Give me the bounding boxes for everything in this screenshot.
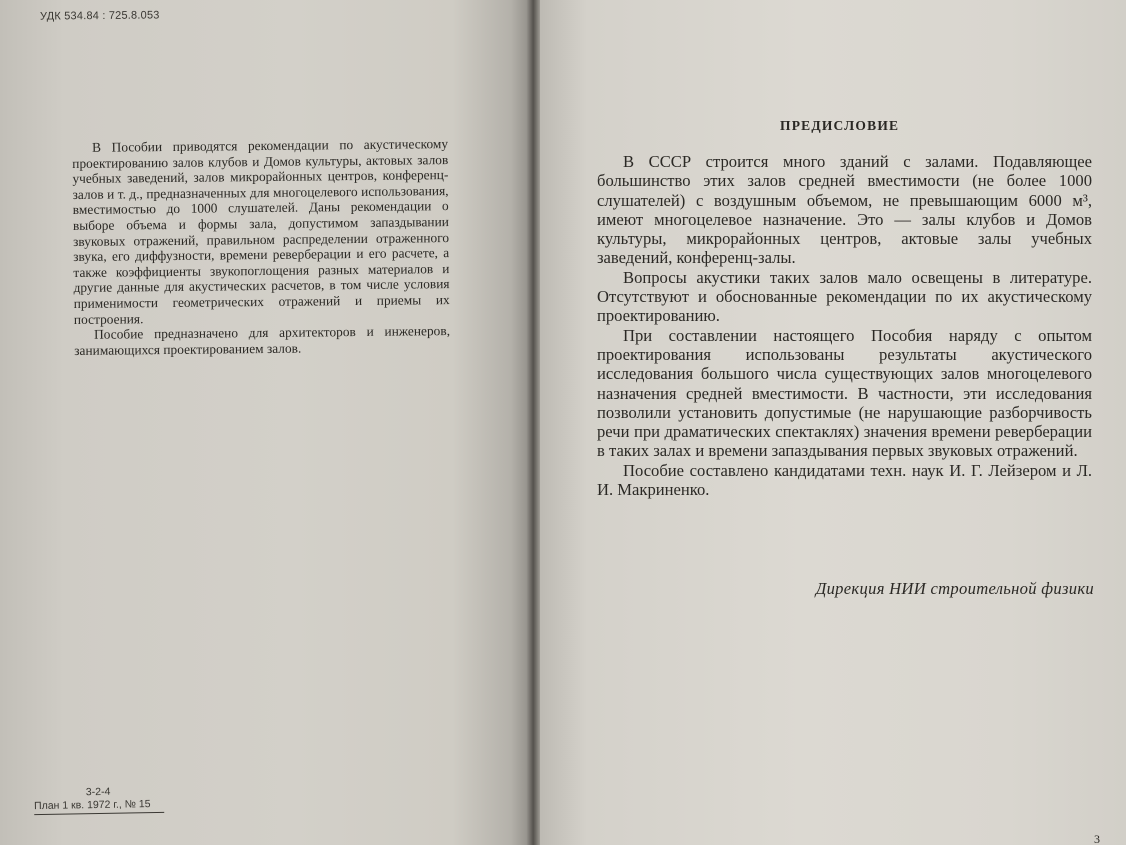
- preface-heading: ПРЕДИСЛОВИЕ: [780, 118, 900, 133]
- preface-paragraph: При составлении настоящего Пособия наряду с опытом проектирования использованы результаты акустического исследования большого числа существующих залов многоцелевого назначения средней вместимости. В частности, эти исследования позволили установить допустимые (не нарушающие разборчивость речи при драматических спектаклях) значения времени реверберации в таких залах и времени запаздывания первых звуковых отражений.: [597, 325, 1092, 461]
- preface-paragraph: Вопросы акустики таких залов мало освещены в литературе. Отсутствуют и обоснованные рекомендации по их акустическому проектированию.: [597, 267, 1092, 326]
- page-number: 3: [1094, 832, 1100, 845]
- preface-body: [597, 152, 1092, 499]
- preface-paragraph: Пособие составлено кандидатами техн. наук И. Г. Лейзером и Л. И. Макриненко.: [597, 460, 1092, 500]
- right-page: [540, 0, 1126, 845]
- preface-signature: Дирекция НИИ строительной физики: [815, 579, 1094, 598]
- imprint-code: 3-2-4: [85, 785, 111, 799]
- abstract: [72, 136, 450, 358]
- publishing-imprint: [34, 785, 164, 815]
- imprint-plan: План 1 кв. 1972 г., № 15: [34, 798, 164, 815]
- abstract-paragraph: Пособие предназначено для архитекторов и инженеров, занимающихся проектированием залов.: [74, 323, 451, 358]
- left-page: [0, 0, 532, 845]
- abstract-paragraph: В Пособии приводятся рекомендации по акустическому проектированию залов клубов и Домов культуры, актовых залов учебных заведений, залов микрорайонных центров, конференц-залов и т. д., предназначенных для многоцелевого использования, вместимостью до 1000 слушателей. Даны рекомендации о выборе объема и формы зала, допустимом запаздывании звуковых отражений, правильном распределении отраженного звука, его диффузности, времени реверберации и его расчете, а также коэффициенты звукопоглощения разных материалов и другие данные для акустических расчетов, в том числе условия применимости геометрических отражений и приемы их построения.: [72, 136, 450, 327]
- udc-code: УДК 534.84 : 725.8.053: [39, 9, 160, 23]
- preface-paragraph: В СССР строится много зданий с залами. Подавляющее большинство этих залов средней вместимости (не более 1000 слушателей) с воздушным объемом, не превышающим 6000 м³, имеют многоцелевое назначение. Это — залы клубов и Домов культуры, микрорайонных центров, актовые залы учебных заведений, конференц-залы.: [597, 152, 1092, 268]
